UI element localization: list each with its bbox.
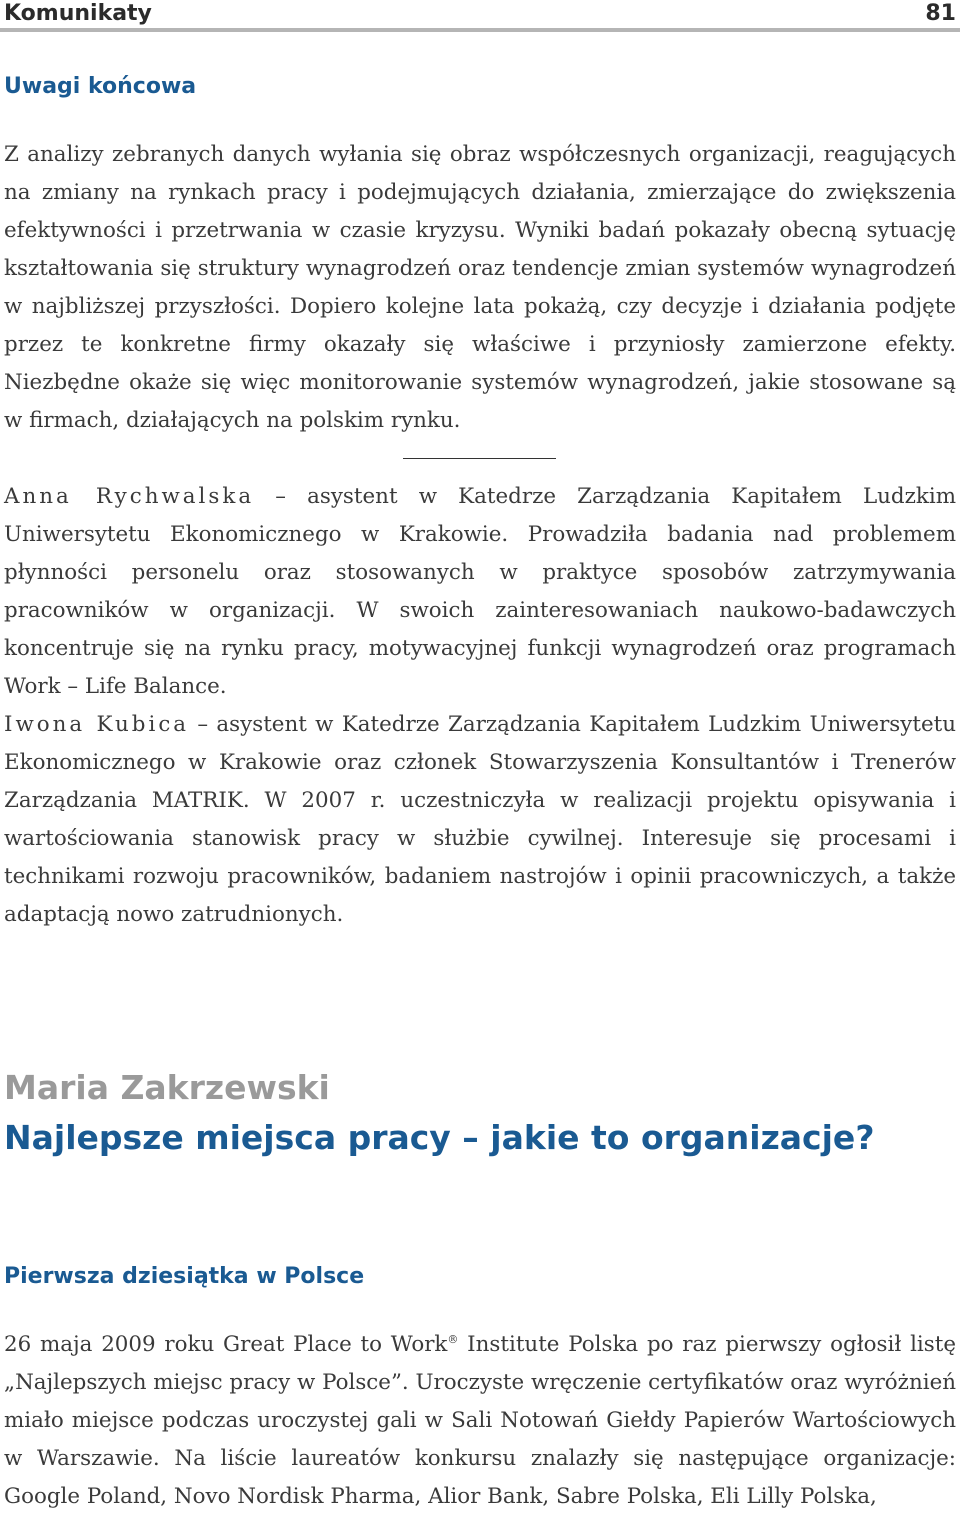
closing-remarks-paragraph: Z analizy zebranych danych wyłania się obraz współczesnych organizacji, reagujących na zmiany na rynkach pracy i podejmujących działania, zmierzające do zwiększenia efektywności i przetrwania w czasie kryzysu. Wyniki badań pokazały obecną sytuację kształtowania się struktury wynagrodzeń oraz tendencje zmian systemów wynagrodzeń w najbliższej przyszłości. Dopiero kolejne lata pokażą, czy decyzje i działania podjęte przez te konkretne firmy okazały się właściwe i przyniosły zamierzone efekty. Niezbędne okaże się więc monitorowanie systemów wynagrodzeń, jakie stosowane są w firmach, działających na polskim rynku. xyxy=(4,142,956,433)
article-title: Najlepsze miejsca pracy – jakie to organizacje? xyxy=(4,1118,875,1157)
page-number: 81 xyxy=(925,1,956,26)
article-intro-paragraph xyxy=(4,1326,956,1516)
bio-text: – asystent w Katedrze Zarządzania Kapitałem Ludzkim Uniwersytetu Ekonomicznego w Krakowie. Prowadziła badania nad problemem płynności personelu oraz stosowanych w praktyce sposobów zatrzymywania pracowników w organizacji. W swoich zainteresowaniach naukowo-badawczych koncentruje się na rynku pracy, motywacyjnej funkcji wynagrodzeń oraz programach Work – Life Balance. xyxy=(4,484,956,699)
author-bio-rychwalska xyxy=(4,478,956,706)
section-heading-top-ten: Pierwsza dziesiątka w Polsce xyxy=(4,1264,365,1289)
running-header-title: Komunikaty xyxy=(4,1,152,26)
registered-trademark-mark: ® xyxy=(447,1332,459,1346)
article-author: Maria Zakrzewski xyxy=(4,1068,330,1107)
intro-text-rest: Institute Polska po raz pierwszy ogłosił listę „Najlepszych miejsc pracy w Polsce”. Uroczyste wręczenie certyfikatów oraz wyróżnień miało miejsce podczas uroczystej gali w Sali Notowań Giełdy Papierów Wartościowych w Warszawie. Na liście laureatów konkursu znalazły się następujące organizacje: Google Poland, Novo Nordisk Pharma, Alior Bank, Sabre Polska, Eli Lilly Polska, xyxy=(4,1332,957,1509)
page-header xyxy=(0,0,960,32)
divider-line xyxy=(403,458,556,459)
section-heading-closing-remarks: Uwagi końcowa xyxy=(4,74,197,99)
bio-author-name: Anna Rychwalska xyxy=(4,484,255,509)
bio-author-name: Iwona Kubica xyxy=(4,712,190,737)
intro-text-start: 26 maja 2009 roku Great Place to Work xyxy=(4,1332,448,1357)
bio-text: – asystent w Katedrze Zarządzania Kapitałem Ludzkim Uniwersytetu Ekonomicznego w Krakowie oraz członek Stowarzyszenia Konsultantów i Trenerów Zarządzania MATRIK. W 2007 r. uczestniczyła w realizacji projektu opisywania i wartościowania stanowisk pracy w służbie cywilnej. Interesuje się procesami i technikami rozwoju pracowników, badaniem nastrojów i opinii pracowniczych, a także adaptacją nowo zatrudnionych. xyxy=(4,712,956,927)
author-bio-kubica xyxy=(4,706,956,934)
